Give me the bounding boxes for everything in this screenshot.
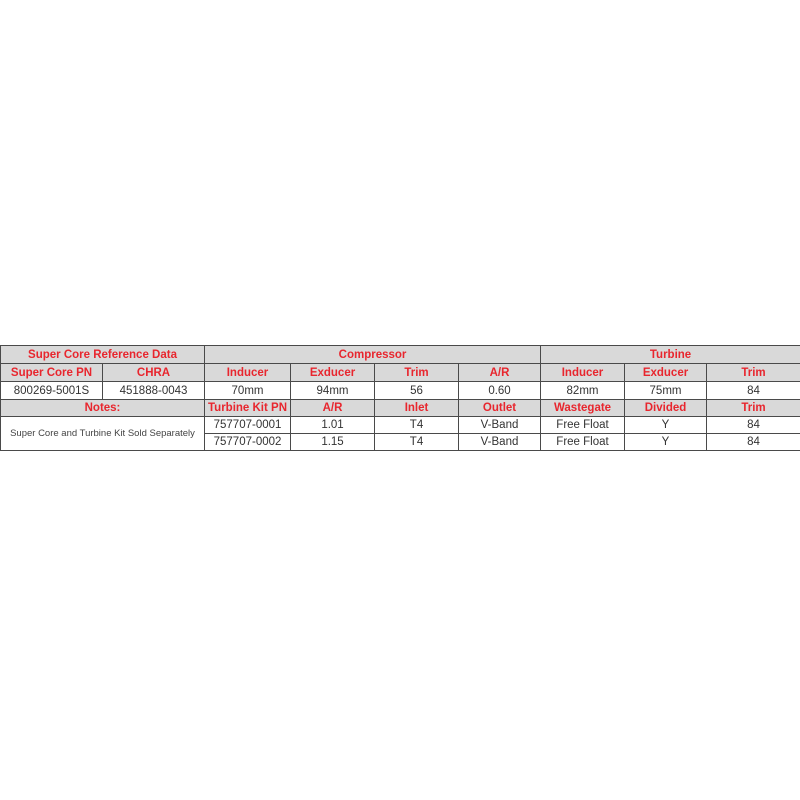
turb-exducer-value: 75mm — [625, 382, 707, 400]
col-header-comp-inducer: Inducer — [205, 364, 291, 382]
col-header-comp-ar: A/R — [459, 364, 541, 382]
col-header-chra: CHRA — [103, 364, 205, 382]
comp-ar-value: 0.60 — [459, 382, 541, 400]
turb-trim-value: 84 — [707, 382, 800, 400]
super-core-pn-value: 800269-5001S — [1, 382, 103, 400]
group-header-row — [1, 346, 800, 364]
kit-header-ar: A/R — [291, 400, 375, 417]
spec-table-container — [0, 345, 800, 451]
comp-trim-value: 56 — [375, 382, 459, 400]
kit-header-wastegate: Wastegate — [541, 400, 625, 417]
kit-inlet: T4 — [375, 417, 459, 434]
super-core-spec-table — [0, 345, 800, 451]
col-header-super-core-pn: Super Core PN — [1, 364, 103, 382]
kit-ar: 1.15 — [291, 434, 375, 451]
comp-inducer-value: 70mm — [205, 382, 291, 400]
kit-pn: 757707-0001 — [205, 417, 291, 434]
kit-header-row — [1, 400, 800, 417]
kit-header-outlet: Outlet — [459, 400, 541, 417]
compressor-header: Compressor — [205, 346, 541, 364]
column-header-row — [1, 364, 800, 382]
kit-inlet: T4 — [375, 434, 459, 451]
col-header-turb-trim: Trim — [707, 364, 800, 382]
kit-header-trim: Trim — [707, 400, 800, 417]
kit-outlet: V-Band — [459, 434, 541, 451]
notes-text: Super Core and Turbine Kit Sold Separately — [1, 417, 205, 451]
chra-value: 451888-0043 — [103, 382, 205, 400]
kit-header-divided: Divided — [625, 400, 707, 417]
kit-header-inlet: Inlet — [375, 400, 459, 417]
col-header-comp-exducer: Exducer — [291, 364, 375, 382]
kit-trim: 84 — [707, 434, 800, 451]
kit-outlet: V-Band — [459, 417, 541, 434]
kit-trim: 84 — [707, 417, 800, 434]
col-header-turb-inducer: Inducer — [541, 364, 625, 382]
reference-data-header: Super Core Reference Data — [1, 346, 205, 364]
notes-header: Notes: — [1, 400, 205, 417]
kit-wastegate: Free Float — [541, 417, 625, 434]
kit-divided: Y — [625, 417, 707, 434]
kit-pn: 757707-0002 — [205, 434, 291, 451]
reference-values-row — [1, 382, 800, 400]
kit-row — [1, 417, 800, 434]
col-header-turb-exducer: Exducer — [625, 364, 707, 382]
kit-ar: 1.01 — [291, 417, 375, 434]
col-header-comp-trim: Trim — [375, 364, 459, 382]
turbine-header: Turbine — [541, 346, 800, 364]
kit-wastegate: Free Float — [541, 434, 625, 451]
kit-divided: Y — [625, 434, 707, 451]
comp-exducer-value: 94mm — [291, 382, 375, 400]
turb-inducer-value: 82mm — [541, 382, 625, 400]
kit-header-turbine-kit-pn: Turbine Kit PN — [205, 400, 291, 417]
